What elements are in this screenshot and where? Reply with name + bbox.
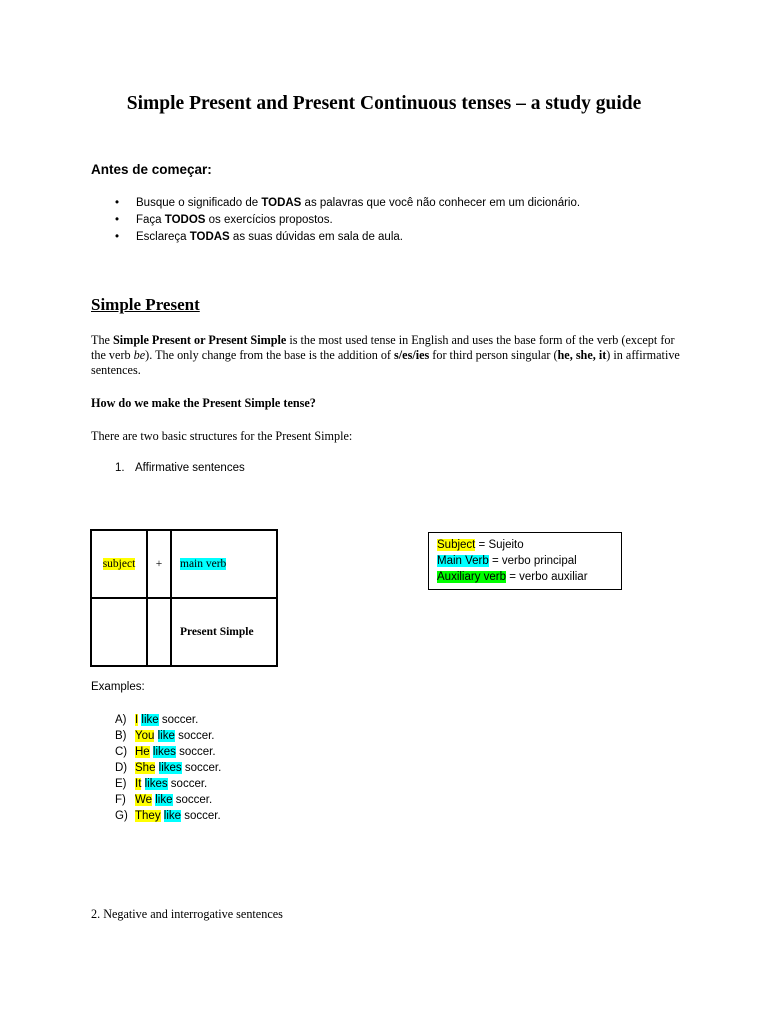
question-heading: How do we make the Present Simple tense? [91, 396, 316, 410]
example-item: B) You like soccer. [115, 730, 215, 742]
affirmative-item: 1. Affirmative sentences [115, 462, 245, 474]
antes-list [115, 195, 580, 246]
legend-row-main-verb: Main Verb = verbo principal [437, 555, 577, 567]
legend-box [428, 532, 622, 590]
table-cell-plus: + [147, 530, 171, 598]
legend-row-subject: Subject = Sujeito [437, 539, 524, 551]
list-item: • Faça TODOS os exercícios propostos. [115, 212, 580, 229]
table-cell-main-verb: main verb [171, 530, 277, 598]
examples-list [115, 712, 221, 824]
table-cell-empty [147, 598, 171, 666]
example-item: D) She likes soccer. [115, 762, 222, 774]
example-item: E) It likes soccer. [115, 778, 208, 790]
list-item: • Busque o significado de TODAS as palavras que você não conhecer em um dicionário. [115, 195, 580, 212]
intro-paragraph: The Simple Present or Present Simple is the most used tense in English and uses the base form of the verb (except for the verb be). The only change from the base is the addition of s/es/ies for third person singular (he, she, it) in affirmative sentences. [91, 333, 680, 377]
example-item: A) I like soccer. [115, 714, 199, 726]
table-cell-present-simple: Present Simple [171, 598, 277, 666]
section-heading-simple-present: Simple Present [91, 295, 200, 314]
negative-interrogative-heading: 2. Negative and interrogative sentences [91, 907, 283, 921]
legend-row-auxiliary-verb: Auxiliary verb = verbo auxiliar [437, 571, 588, 583]
example-item: F) We like soccer. [115, 794, 213, 806]
example-item: G) They like soccer. [115, 810, 221, 822]
structures-intro: There are two basic structures for the Present Simple: [91, 429, 353, 443]
section-heading-antes: Antes de começar: [91, 162, 212, 177]
table-cell-subject: subject [91, 530, 147, 598]
list-item: • Esclareça TODAS as suas dúvidas em sala de aula. [115, 229, 580, 246]
example-item: C) He likes soccer. [115, 746, 216, 758]
page-title: Simple Present and Present Continuous tenses – a study guide [126, 93, 642, 114]
table-cell-empty [91, 598, 147, 666]
structure-table [90, 529, 278, 667]
examples-label: Examples: [91, 681, 145, 693]
